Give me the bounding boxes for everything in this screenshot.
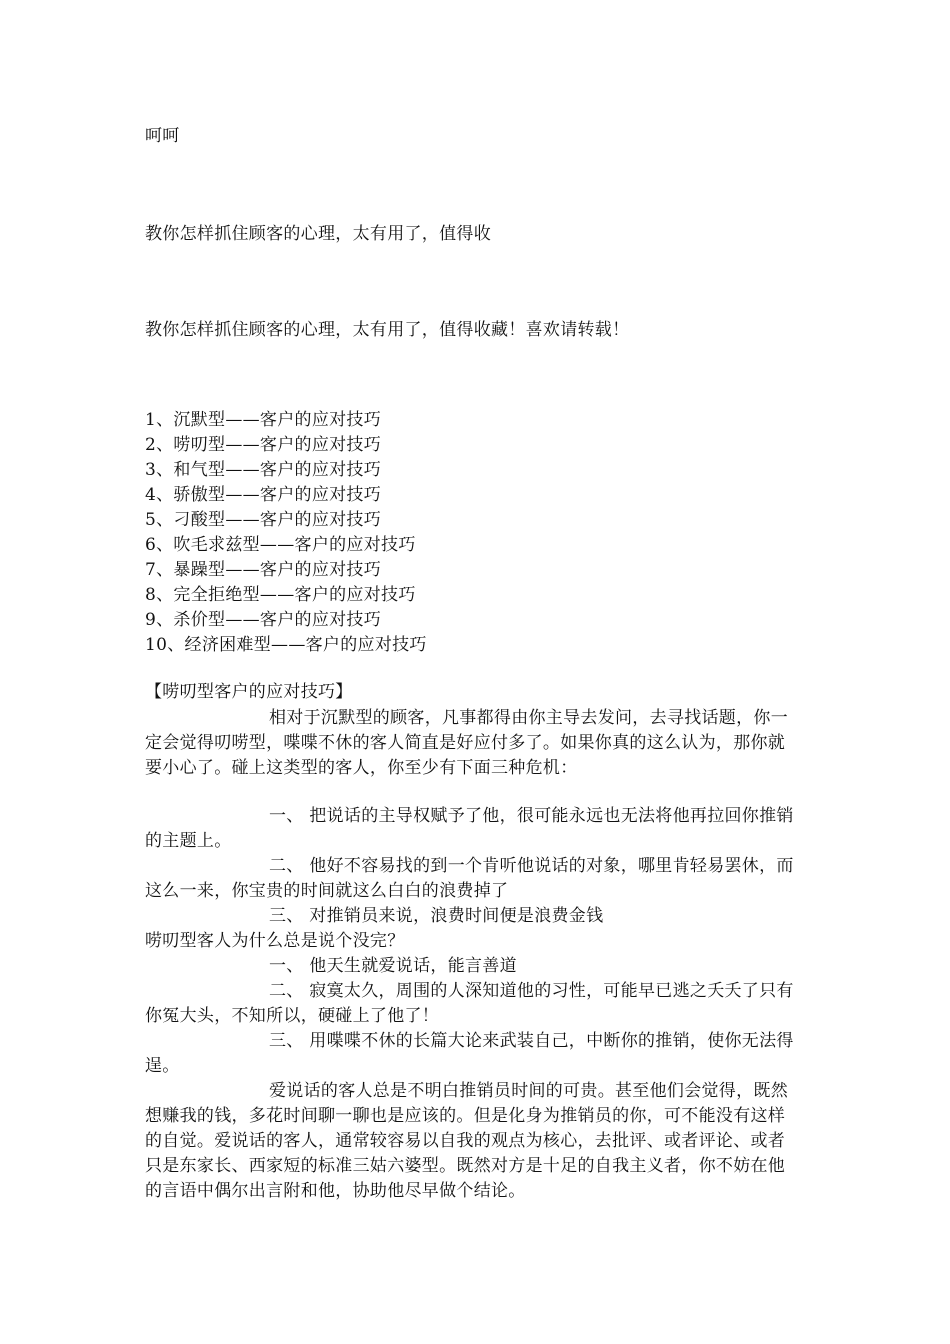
toc-item: 1、沉默型——客户的应对技巧 xyxy=(145,410,382,430)
reason-item xyxy=(145,954,797,979)
risk-item xyxy=(145,904,797,929)
toc-item: 6、吹毛求兹型——客户的应对技巧 xyxy=(145,535,416,555)
toc-item: 8、完全拒绝型——客户的应对技巧 xyxy=(145,585,416,605)
toc-item: 4、骄傲型——客户的应对技巧 xyxy=(145,485,382,505)
reason-text: 一、 他天生就爱说话，能言善道 xyxy=(269,956,517,976)
reason-item xyxy=(145,1029,797,1079)
intro-line: 教你怎样抓住顾客的心理，太有用了，值得收 xyxy=(145,224,491,244)
risk-text: 一、 把说话的主导权赋予了他，很可能永远也无法将他再拉回你推销的主题上。 xyxy=(145,806,794,851)
intro-line: 呵呵 xyxy=(145,126,180,146)
reason-item xyxy=(145,979,797,1029)
toc-item: 7、暴躁型——客户的应对技巧 xyxy=(145,560,382,580)
toc-list xyxy=(145,408,427,658)
toc-item: 3、和气型——客户的应对技巧 xyxy=(145,460,382,480)
intro-line: 教你怎样抓住顾客的心理，太有用了，值得收藏！喜欢请转载！ xyxy=(145,320,630,340)
question-line: 唠叨型客人为什么总是说个没完？ xyxy=(145,931,405,951)
paragraph xyxy=(145,1079,797,1204)
paragraph xyxy=(145,706,797,781)
toc-item: 10、经济困难型——客户的应对技巧 xyxy=(145,635,427,655)
toc-item: 9、杀价型——客户的应对技巧 xyxy=(145,610,382,630)
reason-text: 三、 用喋喋不休的长篇大论来武装自己，中断你的推销，使你无法得逞。 xyxy=(145,1031,794,1076)
reason-text: 二、 寂寞太久，周围的人深知道他的习性，可能早已逃之夭夭了只有你冤大头，不知所以，硬碰上了他了！ xyxy=(145,981,794,1026)
toc-item: 5、刁酸型——客户的应对技巧 xyxy=(145,510,382,530)
paragraph-text: 爱说话的客人总是不明白推销员时间的可贵。甚至他们会觉得，既然想赚我的钱，多花时间聊一聊也是应该的。但是化身为推销员的你，可不能没有这样的自觉。爱说话的客人，通常较容易以自我的观点为核心，去批评、或者评论、或者只是东家长、西家短的标准三姑六婆型。既然对方是十足的自我主义者，你不妨在他的言语中偶尔出言附和他，协助他尽早做个结论。 xyxy=(145,1081,788,1201)
risk-item xyxy=(145,854,797,904)
toc-item: 2、唠叨型——客户的应对技巧 xyxy=(145,435,382,455)
paragraph-text: 相对于沉默型的顾客，凡事都得由你主导去发问，去寻找话题，你一定会觉得叨唠型，喋喋不休的客人简直是好应付多了。如果你真的这么认为，那你就要小心了。碰上这类型的客人，你至少有下面三种危机： xyxy=(145,708,788,778)
risk-text: 二、 他好不容易找的到一个肯听他说话的对象，哪里肯轻易罢休，而这么一来，你宝贵的时间就这么白白的浪费掉了 xyxy=(145,856,794,901)
risk-item xyxy=(145,804,797,854)
section-title: 【唠叨型客户的应对技巧】 xyxy=(145,682,353,702)
risk-text: 三、 对推销员来说，浪费时间便是浪费金钱 xyxy=(269,906,604,926)
